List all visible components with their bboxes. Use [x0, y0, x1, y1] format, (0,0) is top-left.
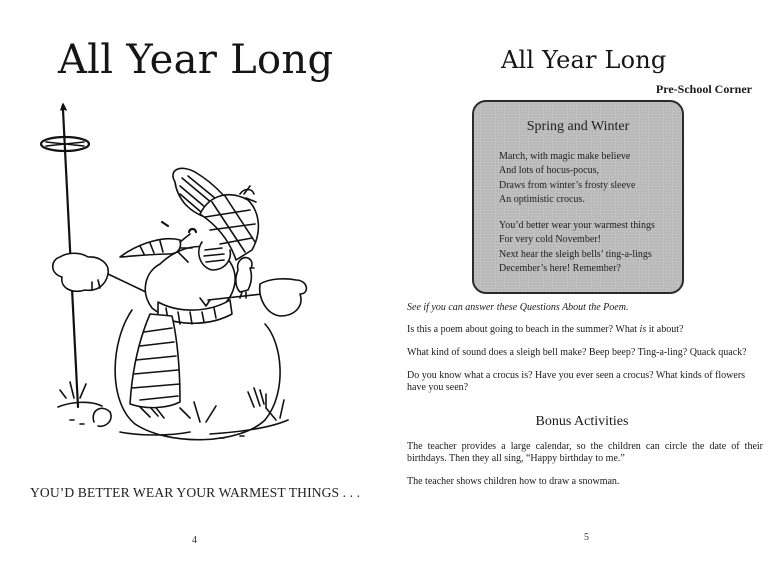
poem-line: An optimistic crocus.: [499, 193, 585, 205]
poem-line: December’s here! Remember?: [499, 262, 621, 274]
poem-line: Draws from winter’s frosty sleeve: [499, 179, 636, 191]
question-1-text-a: Is this a poem about going to beach in the summer? What: [407, 324, 640, 335]
poem-line: For very cold November!: [499, 234, 601, 246]
question-1: [407, 324, 763, 336]
bonus-heading: Bonus Activities: [535, 414, 629, 429]
poem-line: You’d better wear your warmest things: [499, 220, 655, 231]
section-subtitle: Pre-School Corner: [655, 82, 752, 96]
right-page: [384, 0, 768, 576]
bonus-activity-2: The teacher shows children how to draw a snowman.: [407, 476, 620, 487]
questions-intro: See if you can answer these Questions About the Poem.: [407, 302, 629, 313]
poem-stanza-2: [499, 219, 655, 276]
question-1-emphasis: is: [639, 324, 647, 335]
page-caption: YOU’D BETTER WEAR YOUR WARMEST THINGS . . .: [30, 485, 361, 500]
poem-stanza-1: [499, 150, 635, 207]
left-page-title: All Year Long: [58, 37, 334, 83]
question-2: What kind of sound does a sleigh bell make? Beep beep? Ting-a-ling? Quack quack?: [407, 347, 747, 358]
poem-title: Spring and Winter: [526, 119, 630, 134]
poem-line: Next hear the sleigh bells’ ting-a-lings: [499, 248, 652, 260]
snowman-illustration: [40, 102, 340, 447]
right-page-title: All Year Long: [501, 46, 667, 74]
poem-line: March, with magic make believe: [499, 151, 631, 162]
poem-box: [472, 100, 684, 294]
poem-line: And lots of hocus-pocus,: [499, 165, 599, 177]
page-number-right: 5: [584, 532, 589, 543]
page-number-left: 4: [192, 535, 197, 546]
question-3: Do you know what a crocus is? Have you ever seen a crocus? What kinds of flowers have you seen?: [407, 370, 746, 393]
bonus-activity-1: The teacher provides a large calendar, so the children can circle the date of their birthdays. Then they all sing, “Happy birthday to me.”: [407, 441, 763, 464]
question-1-text-b: it about?: [646, 324, 684, 335]
